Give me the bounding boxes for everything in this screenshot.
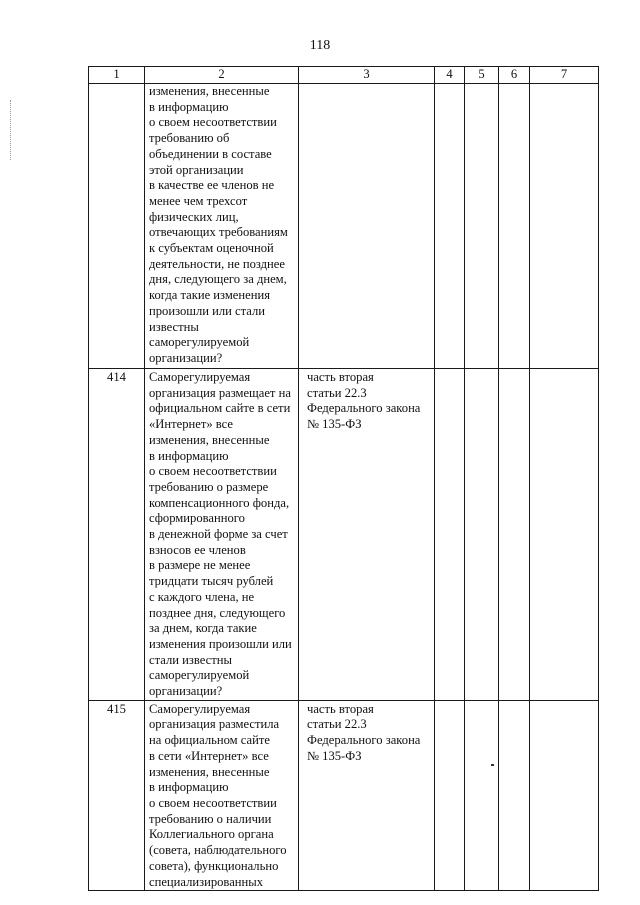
law-line: № 135-ФЗ (307, 748, 362, 763)
column-header: 6 (499, 67, 530, 84)
question-text (145, 700, 299, 890)
question-line: позднее дня, следующего (149, 605, 286, 620)
question-line: организации? (149, 684, 223, 699)
empty-cell (435, 369, 465, 701)
question-line: совета), функционально (149, 858, 279, 873)
question-line: о своем несоответствии (149, 795, 277, 810)
table-row (89, 700, 599, 890)
question-line: взносов ее членов (149, 542, 246, 557)
scan-speck (491, 764, 494, 766)
row-number: 414 (89, 369, 145, 701)
empty-cell (435, 84, 465, 369)
empty-cell (499, 369, 530, 701)
table-row (89, 369, 599, 701)
question-line: организации? (149, 350, 223, 365)
question-line: сформированного (149, 511, 245, 526)
column-header: 3 (299, 67, 435, 84)
empty-cell (465, 369, 499, 701)
law-line: Федерального закона (307, 733, 421, 748)
law-reference (299, 369, 435, 701)
question-line: Коллегиального органа (149, 827, 274, 842)
question-line: требованию о размере (149, 479, 269, 494)
question-line: изменения, внесенные (149, 432, 270, 447)
document-table (88, 66, 599, 891)
question-line: компенсационного фонда, (149, 495, 290, 510)
table-row (89, 84, 599, 369)
column-header: 2 (145, 67, 299, 84)
row-number (89, 84, 145, 369)
question-line: (совета, наблюдательного (149, 843, 287, 858)
question-line: произошли или стали (149, 303, 266, 318)
empty-cell (435, 700, 465, 890)
question-line: дня, следующего за днем, (149, 272, 287, 287)
question-line: в сети «Интернет» все (149, 748, 269, 763)
question-line: о своем несоответствии (149, 464, 277, 479)
question-line: специализированных (149, 874, 264, 889)
question-line: официальном сайте в сети (149, 401, 291, 416)
question-text (145, 84, 299, 369)
row-number: 415 (89, 700, 145, 890)
law-line: Федерального закона (307, 401, 421, 416)
law-line: № 135-ФЗ (307, 417, 362, 432)
column-header: 7 (530, 67, 599, 84)
question-line: требованию об (149, 131, 230, 146)
question-line: требованию о наличии (149, 811, 272, 826)
question-line: «Интернет» все (149, 417, 234, 432)
question-line: с каждого члена, не (149, 589, 255, 604)
question-text (145, 369, 299, 701)
law-reference (299, 700, 435, 890)
question-line: в информацию (149, 448, 229, 463)
question-line: изменения, внесенные (149, 84, 270, 98)
column-header: 4 (435, 67, 465, 84)
empty-cell (530, 369, 599, 701)
question-line: стали известны (149, 652, 232, 667)
question-line: Саморегулируемая (149, 701, 251, 716)
question-line: на официальном сайте (149, 733, 270, 748)
question-line: этой организации (149, 162, 244, 177)
empty-cell (465, 700, 499, 890)
scan-margin-artifact (10, 100, 12, 160)
question-line: известны (149, 319, 199, 334)
empty-cell (530, 84, 599, 369)
question-line: изменения, внесенные (149, 764, 270, 779)
question-line: когда такие изменения (149, 288, 270, 303)
question-line: в информацию (149, 780, 229, 795)
law-reference (299, 84, 435, 369)
question-line: изменения произошли или (149, 636, 292, 651)
question-line: менее чем трехсот (149, 193, 248, 208)
question-line: в информацию (149, 99, 229, 114)
empty-cell (530, 700, 599, 890)
column-header: 1 (89, 67, 145, 84)
question-line: саморегулируемой (149, 335, 250, 350)
table-header-row (89, 67, 599, 84)
column-header: 5 (465, 67, 499, 84)
law-line: часть вторая (307, 370, 374, 384)
question-line: организация размещает на (149, 385, 291, 400)
question-line: саморегулируемой (149, 668, 250, 683)
question-line: в размере не менее (149, 558, 251, 573)
question-line: в качестве ее членов не (149, 178, 275, 193)
question-line: отвечающих требованиям (149, 225, 288, 240)
question-line: о своем несоответствии (149, 115, 277, 130)
law-line: статьи 22.3 (307, 385, 367, 400)
question-line: Саморегулируемая (149, 370, 251, 384)
question-line: к субъектам оценочной (149, 241, 274, 256)
question-line: за днем, когда такие (149, 621, 257, 636)
empty-cell (499, 84, 530, 369)
question-line: в денежной форме за счет (149, 527, 288, 542)
question-line: тридцати тысяч рублей (149, 574, 274, 589)
question-line: деятельности, не позднее (149, 256, 285, 271)
page-number: 118 (309, 38, 331, 53)
law-line: часть вторая (307, 701, 374, 716)
empty-cell (465, 84, 499, 369)
law-line: статьи 22.3 (307, 717, 367, 732)
empty-cell (499, 700, 530, 890)
question-line: физических лиц, (149, 209, 239, 224)
question-line: объединении в составе (149, 146, 272, 161)
question-line: организация разместила (149, 717, 280, 732)
